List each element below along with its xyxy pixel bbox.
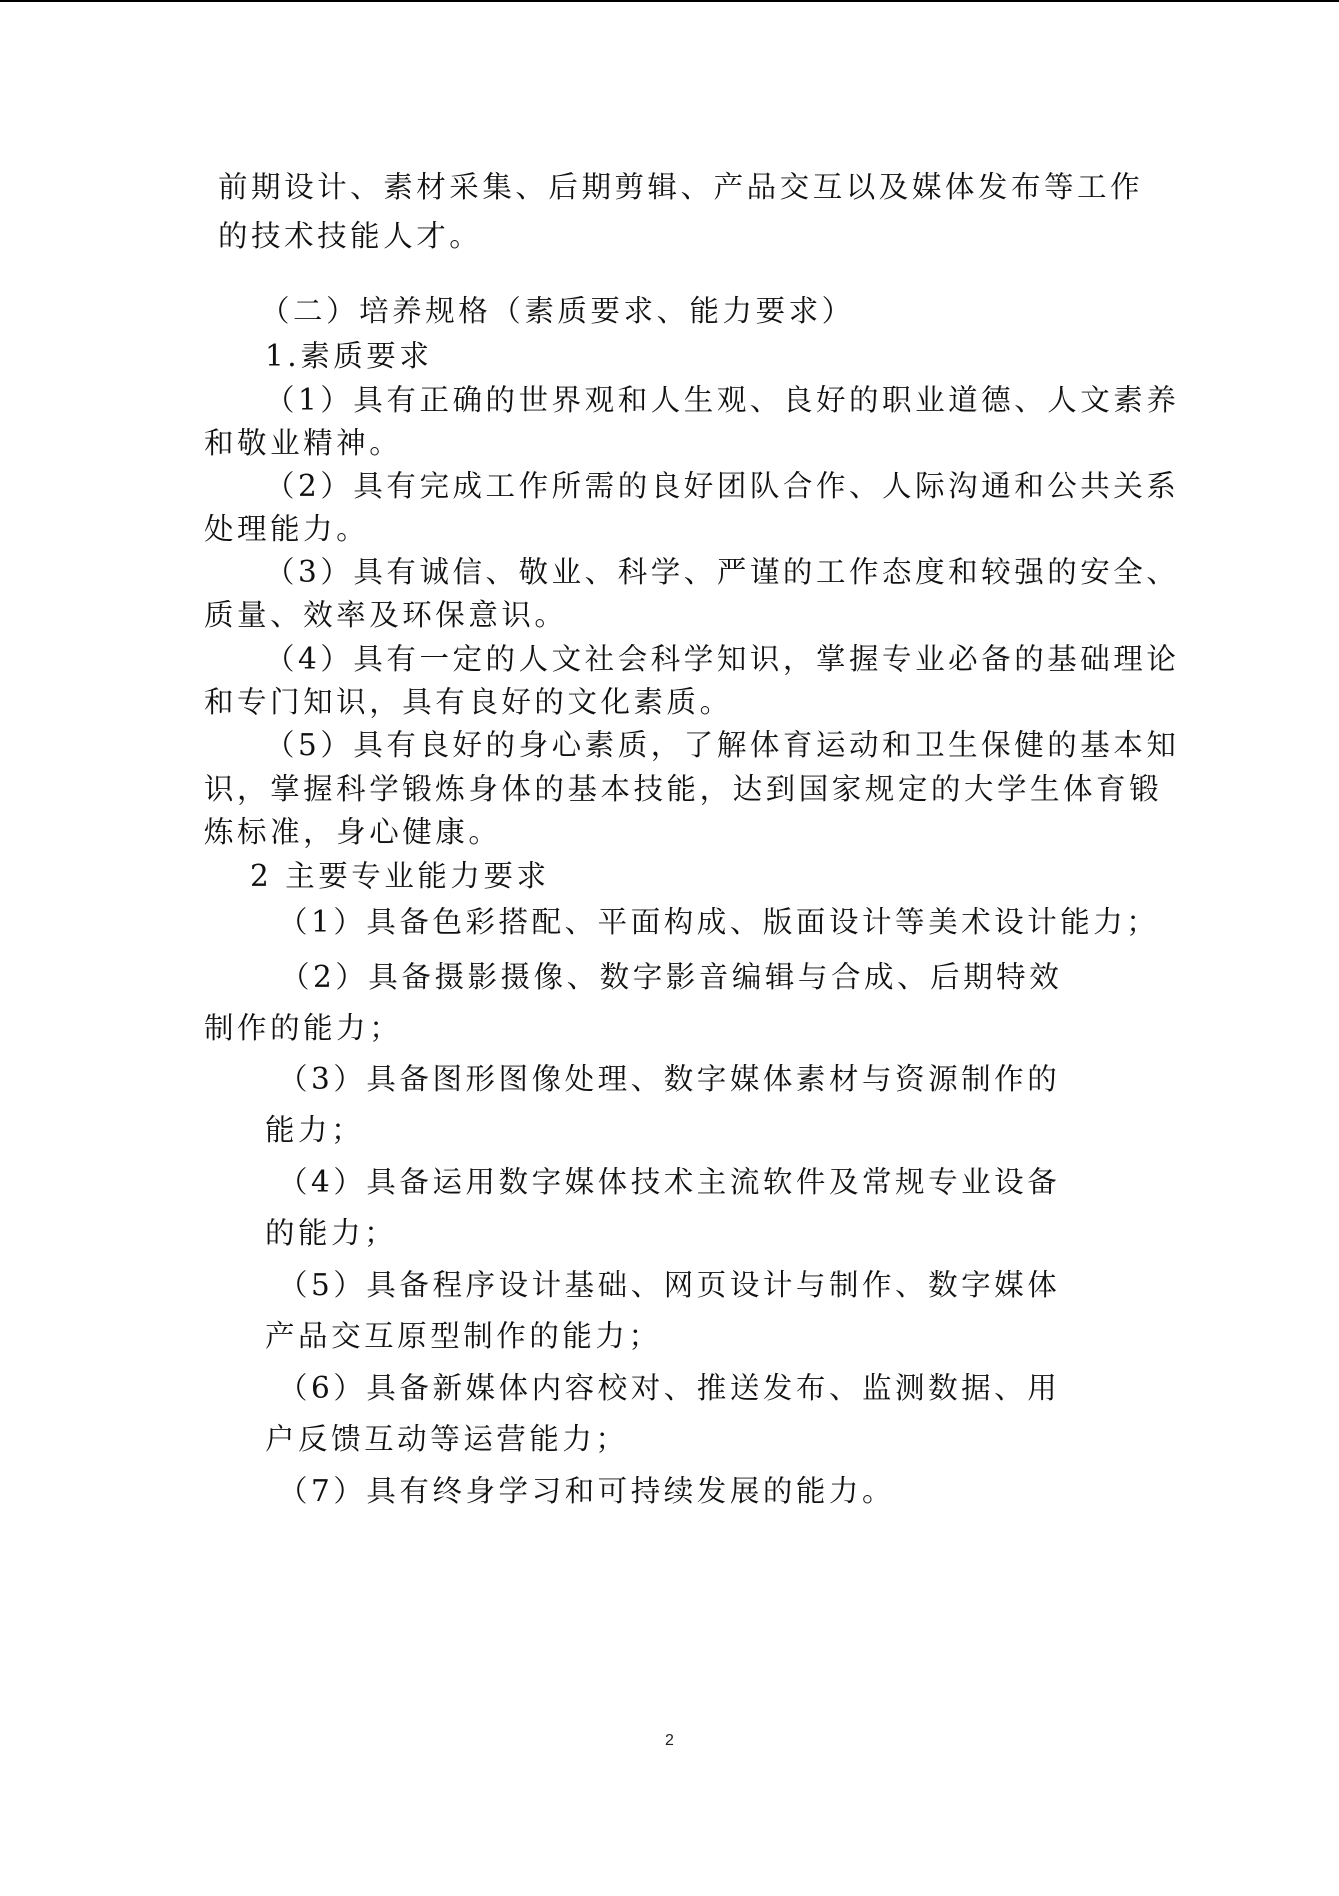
quality-item-line: （2）具有完成工作所需的良好团队合作、人际沟通和公共关系 [265,469,1180,503]
ability-item-line: 产品交互原型制作的能力； [265,1319,662,1353]
quality-item-line: 和敬业精神。 [204,426,403,460]
ability-item-line: （5）具备程序设计基础、网页设计与制作、数字媒体 [278,1268,1061,1302]
ability-item-line: （2）具备摄影摄像、数字影音编辑与合成、后期特效 [280,960,1063,994]
ability-item-line: （7）具有终身学习和可持续发展的能力。 [278,1474,896,1508]
intro-line: 前期设计、素材采集、后期剪辑、产品交互以及媒体发布等工作 [218,170,1144,204]
quality-item-line: 和专门知识，具有良好的文化素质。 [204,685,733,719]
quality-item-line: 识，掌握科学锻炼身体的基本技能，达到国家规定的大学生体育锻 [204,772,1163,806]
ability-item-line: （1）具备色彩搭配、平面构成、版面设计等美术设计能力； [278,905,1160,939]
quality-heading: 1.素质要求 [265,339,433,373]
quality-item-line: 质量、效率及环保意识。 [204,598,568,632]
ability-item-line: 户反馈互动等运营能力； [265,1422,629,1456]
ability-item-line: 制作的能力； [204,1011,403,1045]
section-heading: （二）培养规格（素质要求、能力要求） [260,294,855,328]
quality-item-line: （5）具有良好的身心素质，了解体育运动和卫生保健的基本知 [265,728,1180,762]
intro-line: 的技术技能人才。 [218,219,483,253]
page-number: 2 [665,1732,674,1749]
ability-item-line: 能力； [265,1113,365,1147]
quality-item-line: （4）具有一定的人文社会科学知识，掌握专业必备的基础理论 [265,642,1180,676]
ability-item-line: （4）具备运用数字媒体技术主流软件及常规专业设备 [278,1165,1061,1199]
ability-item-line: （3）具备图形图像处理、数字媒体素材与资源制作的 [278,1062,1061,1096]
quality-item-line: （1）具有正确的世界观和人生观、良好的职业道德、人文素养 [265,383,1180,417]
quality-item-line: 处理能力。 [204,512,370,546]
quality-item-line: （3）具有诚信、敬业、科学、严谨的工作态度和较强的安全、 [265,555,1180,589]
ability-heading: 2 主要专业能力要求 [250,859,550,893]
ability-item-line: （6）具备新媒体内容校对、推送发布、监测数据、用 [278,1371,1061,1405]
quality-item-line: 炼标准，身心健康。 [204,815,502,849]
ability-item-line: 的能力； [265,1216,398,1250]
